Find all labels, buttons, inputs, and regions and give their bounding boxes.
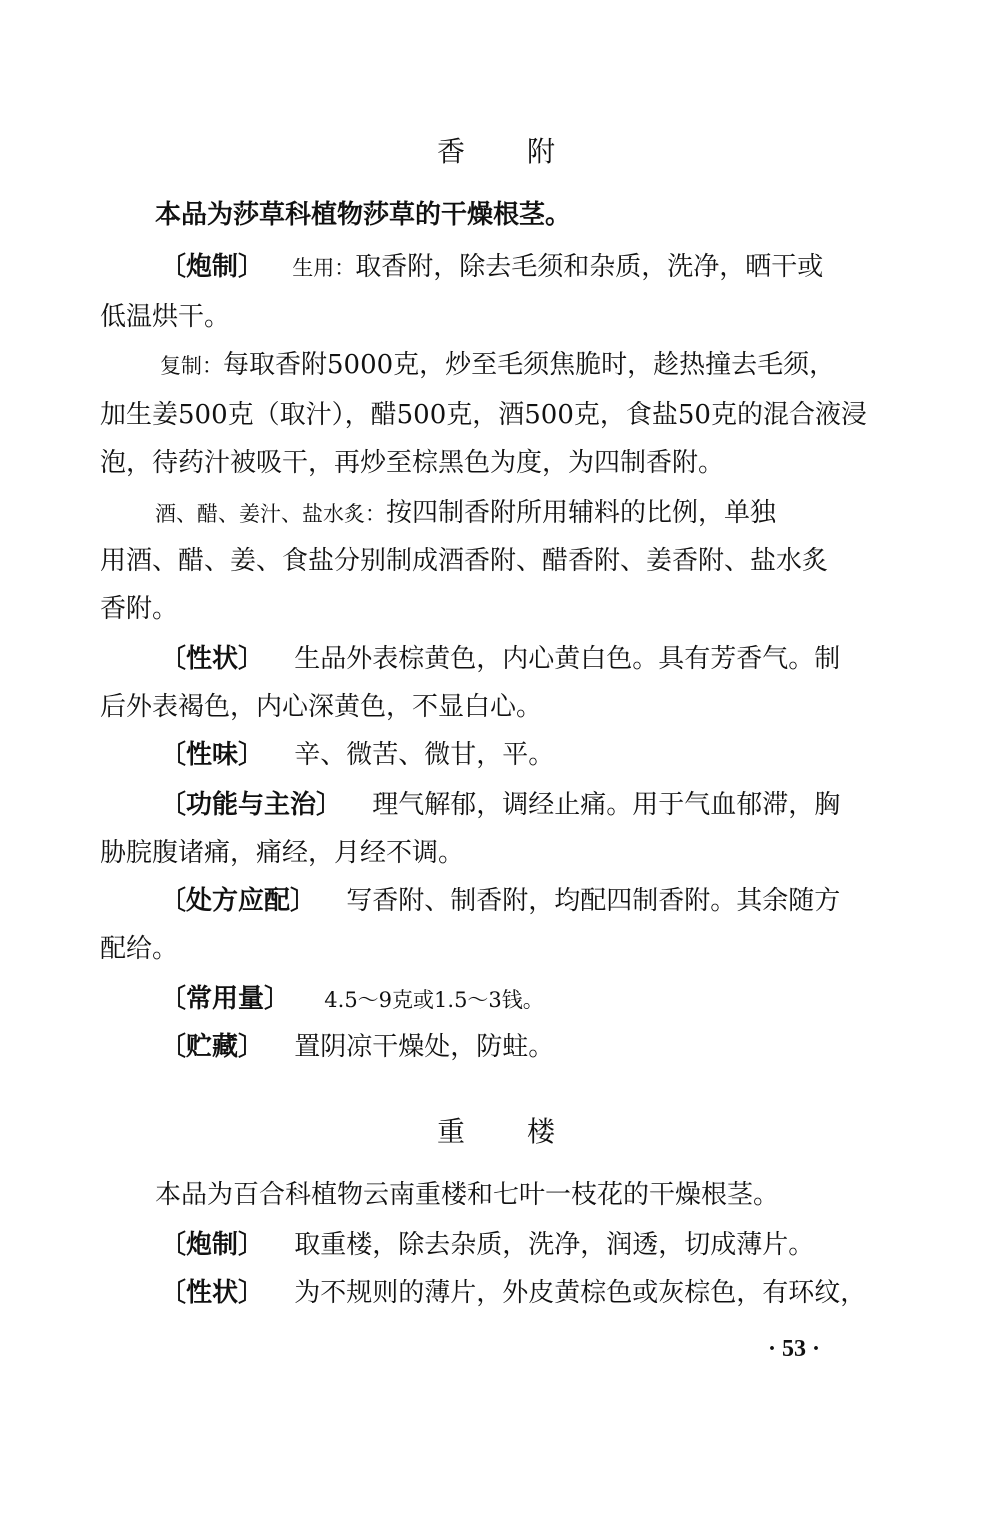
xingzhuang-line-s2 <box>160 1278 866 1308</box>
gongneng-text-1: 理气解郁，调经止痛。用于气血郁滞，胸 <box>372 790 841 820</box>
fuzhi-text-1: 每取香附5000克，炒至毛须焦脆时，趁热撞去毛须， <box>223 350 836 380</box>
chufang-line-1 <box>160 886 840 916</box>
jiu-line-3: 香附。 <box>100 594 179 624</box>
xingzhuang-text-1: 生品外表棕黄色，内心黄白色。具有芳香气。制 <box>294 644 841 674</box>
paozhi-text-s2: 取重楼，除去杂质，洗净，润透，切成薄片。 <box>294 1230 815 1260</box>
paozhi-text-1: 取香附，除去毛须和杂质，洗净，晒干或 <box>355 252 824 282</box>
jiu-line-1 <box>155 498 776 529</box>
gongneng-line-1 <box>160 790 840 820</box>
fuzhi-line-3: 泡，待药汁被吸干，再炒至棕黑色为度，为四制香附。 <box>100 448 725 478</box>
chufang-text-1: 写香附、制香附，均配四制香附。其余随方 <box>346 886 841 916</box>
xingzhuang-line-1 <box>160 644 840 674</box>
gongneng-line-2: 胁脘腹诸痛，痛经，月经不调。 <box>100 838 465 868</box>
chufang-label: 〔处方应配〕 <box>160 886 317 916</box>
paozhi-label: 〔炮制〕 <box>160 252 265 282</box>
intro-text-content: 本品为莎草科植物莎草的干燥根茎。 <box>155 200 572 230</box>
jiu-line-2: 用酒、醋、姜、食盐分别制成酒香附、醋香附、姜香附、盐水炙 <box>100 546 829 576</box>
intro-text <box>155 200 571 230</box>
gongneng-label: 〔功能与主治〕 <box>160 790 343 820</box>
changyong-label: 〔常用量〕 <box>160 984 291 1014</box>
section-title-chonglou: 重楼 <box>436 1115 617 1148</box>
xingzhuang-label-s2: 〔性状〕 <box>160 1278 265 1308</box>
jiu-text-1: 按四制香附所用辅料的比例，单独 <box>386 498 777 528</box>
paozhi-line-2: 低温烘干。 <box>100 302 231 332</box>
zhucang-line <box>160 1032 554 1062</box>
paozhi-line-1 <box>160 252 823 283</box>
xingzhuang-text-s2: 为不规则的薄片，外皮黄棕色或灰棕色，有环纹， <box>294 1278 867 1308</box>
zhucang-label: 〔贮藏〕 <box>160 1032 265 1062</box>
xingzhuang-label: 〔性状〕 <box>160 644 265 674</box>
paozhi-label-s2: 〔炮制〕 <box>160 1230 265 1260</box>
section-title-xiangfu: 香附 <box>436 135 617 168</box>
fuzhi-sub-label: 复制： <box>160 354 223 378</box>
changyong-text: 4.5～9克或1.5～3钱。 <box>324 988 544 1012</box>
intro-text-2: 本品为百合科植物云南重楼和七叶一枝花的干燥根茎。 <box>155 1180 780 1210</box>
page-number: · 53 · <box>768 1336 821 1362</box>
xingwei-label: 〔性味〕 <box>160 740 265 770</box>
paozhi-sub-label: 生用： <box>292 256 356 280</box>
xingzhuang-line-2: 后外表褐色，内心深黄色，不显白心。 <box>100 692 543 722</box>
changyong-line <box>160 984 544 1015</box>
xingwei-text: 辛、微苦、微甘，平。 <box>294 740 555 770</box>
zhucang-text: 置阴凉干燥处，防蛀。 <box>294 1032 555 1062</box>
fuzhi-line-2: 加生姜500克（取汁），醋500克，酒500克，食盐50克的混合液浸 <box>100 400 867 430</box>
jiu-sub-label: 酒、醋、姜汁、盐水炙： <box>155 502 386 526</box>
paozhi-line-s2 <box>160 1230 814 1260</box>
xingwei-line <box>160 740 554 770</box>
fuzhi-line-1 <box>160 350 835 381</box>
chufang-line-2: 配给。 <box>100 934 179 964</box>
